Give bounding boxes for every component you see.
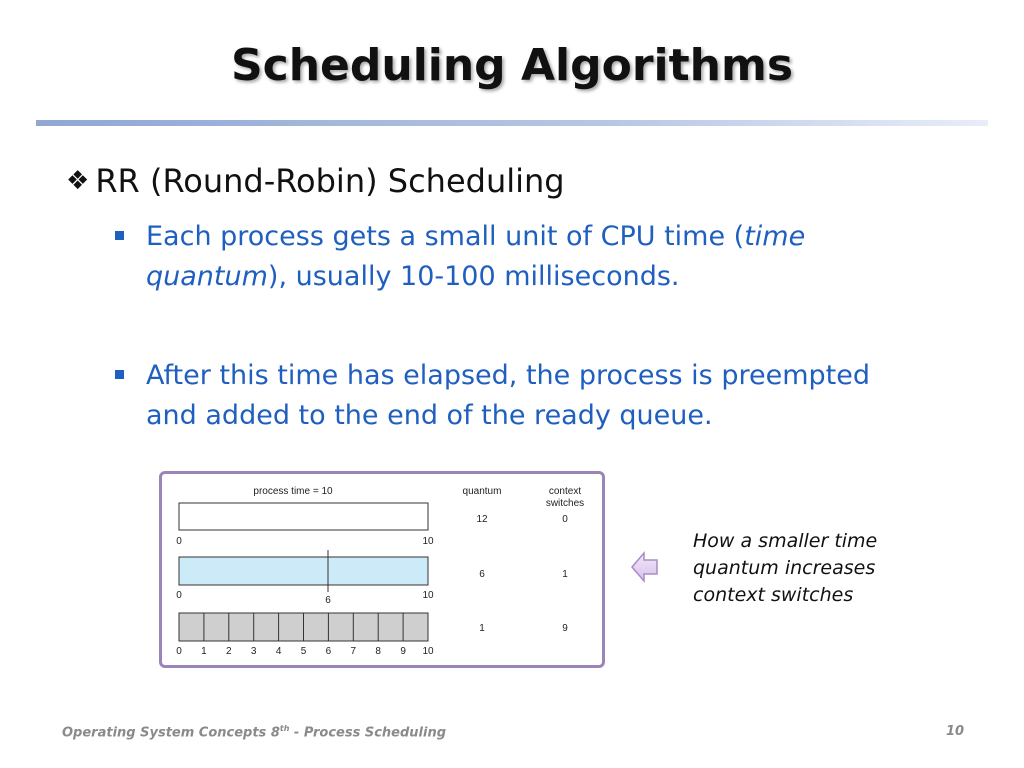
- row1-quantum: 12: [476, 514, 488, 525]
- context-header: context: [548, 486, 582, 497]
- row3-tick-label: 9: [400, 646, 406, 657]
- slide-title: Scheduling Algorithms: [230, 40, 794, 91]
- section-heading: [66, 162, 565, 200]
- row3-tick-label: 2: [226, 646, 232, 657]
- footer-subtitle: - Process Scheduling: [289, 725, 447, 741]
- context-header: switches: [545, 498, 585, 509]
- row2-end-label: 10: [422, 590, 434, 601]
- footer-title: Operating System Concepts 8: [62, 725, 280, 741]
- section-heading-text: RR (Round-Robin) Scheduling: [95, 162, 565, 200]
- figure-canvas: [162, 474, 602, 665]
- row3-tick-label: 8: [375, 646, 381, 657]
- diamond-bullet-icon: ❖: [66, 166, 90, 196]
- row3-tick-label: 3: [250, 646, 257, 657]
- row3-tick-labels: [176, 646, 434, 657]
- row1-start-label: 0: [176, 536, 182, 547]
- row3-quantum: 1: [479, 623, 485, 634]
- row2-start-label: 0: [176, 590, 182, 601]
- bullet-text-italic: time quantum: [146, 221, 806, 292]
- caption-line: context switches: [693, 584, 854, 606]
- quantum-header: quantum: [462, 486, 502, 497]
- page-number: 10: [946, 724, 965, 739]
- row1-end-label: 10: [422, 536, 434, 547]
- caption-line: quantum increases: [693, 557, 876, 579]
- square-bullet-icon: [115, 370, 124, 379]
- row3-tick-label: 6: [325, 646, 332, 657]
- row3-tick-label: 4: [275, 646, 282, 657]
- bullet-text-part: Each process gets a small unit of CPU time (: [146, 221, 745, 252]
- bullet-text: After this time has elapsed, the process is preempted and added to the end of the ready queue.: [146, 360, 870, 431]
- row3-tick-label: 7: [350, 646, 357, 657]
- row1-bar: [179, 503, 428, 530]
- bullet-text-part: ), usually 10-100 milliseconds.: [267, 261, 680, 292]
- bullet-item: [115, 356, 915, 436]
- row3-tick-label: 5: [300, 646, 307, 657]
- row3-tick-label: 1: [201, 646, 207, 657]
- row3-tick-label: 10: [422, 646, 434, 657]
- figure-caption: [693, 528, 877, 609]
- bullet-text: [146, 217, 915, 297]
- bullet-item: [115, 217, 915, 297]
- caption-line: How a smaller time: [693, 530, 878, 552]
- row3-tick-label: 0: [176, 646, 182, 657]
- round-robin-figure: [159, 471, 605, 668]
- title-underline: [36, 120, 988, 126]
- process-time-label: process time = 10: [253, 486, 333, 497]
- footer-superscript: th: [279, 724, 290, 733]
- row2-context-switches: 1: [562, 569, 568, 580]
- row3-context-switches: 9: [562, 623, 568, 634]
- row1-context-switches: 0: [562, 514, 568, 525]
- footer-text: [62, 724, 446, 740]
- square-bullet-icon: [115, 231, 124, 240]
- row2-mid-label: 6: [325, 595, 331, 606]
- row2-quantum: 6: [479, 569, 485, 580]
- row2-bar: [179, 557, 428, 585]
- left-arrow-icon: [630, 551, 660, 587]
